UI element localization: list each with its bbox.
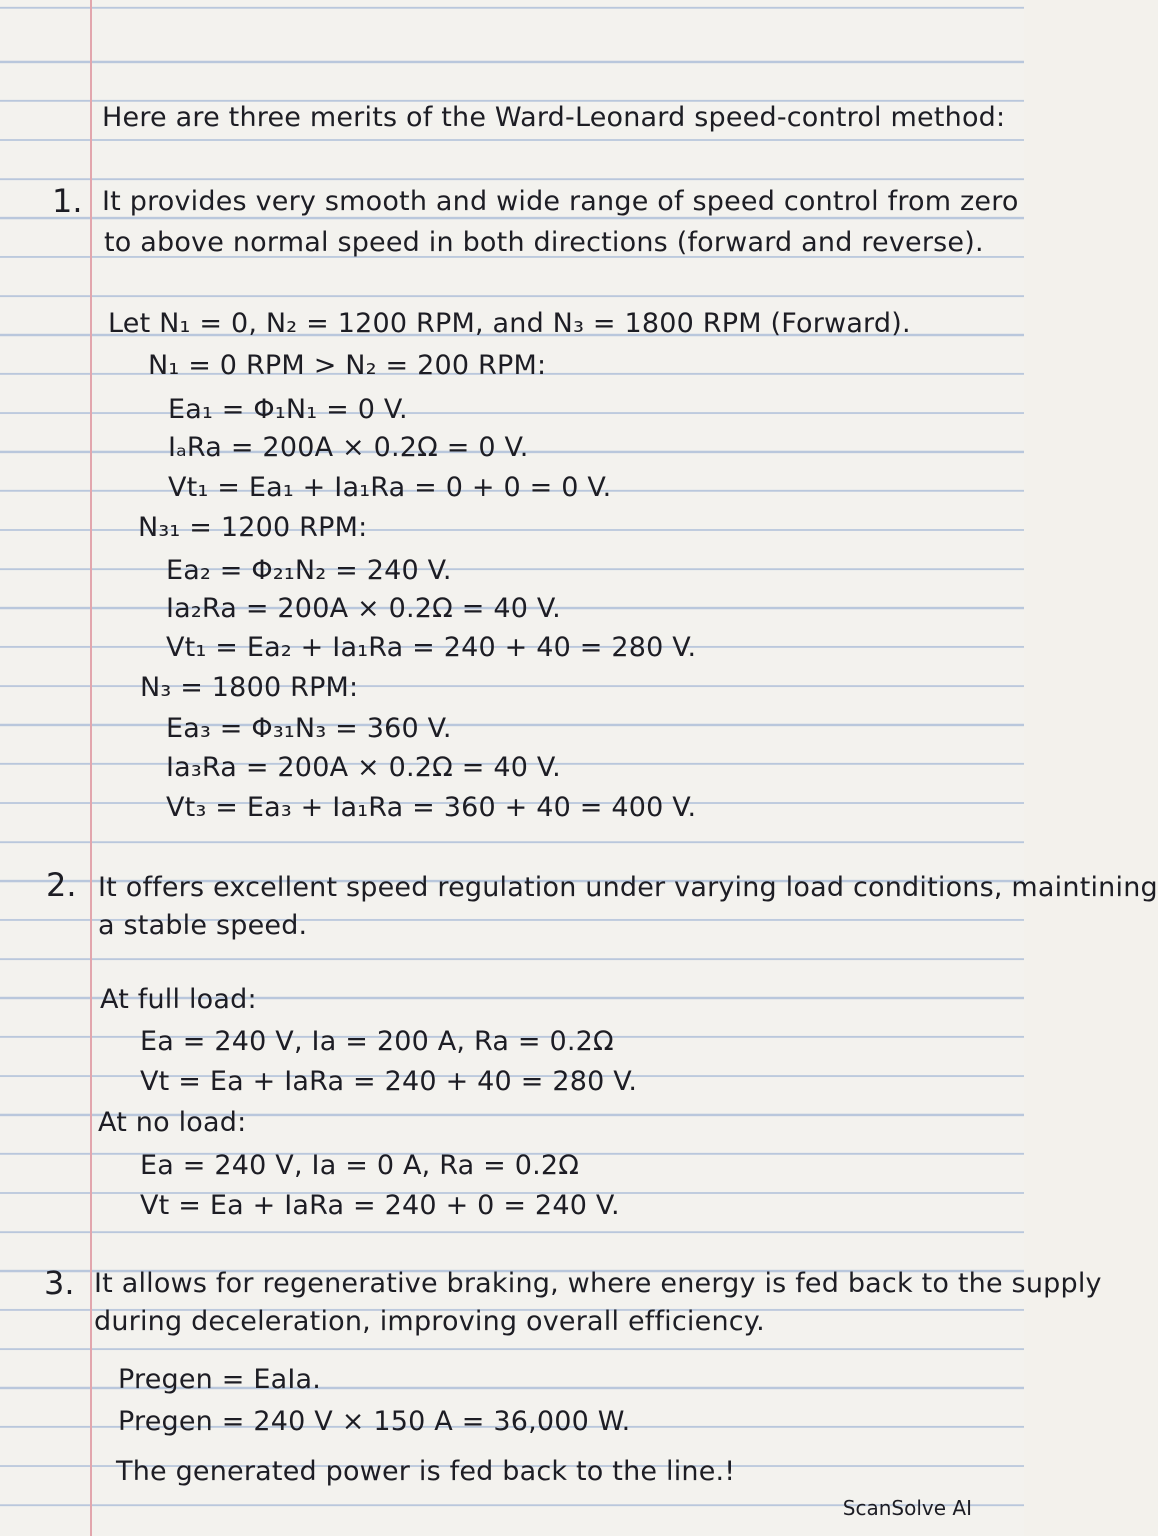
merit-2-text-line2: a stable speed. — [98, 910, 308, 941]
merit-3-eq: The generated power is fed back to the line.! — [116, 1456, 736, 1487]
merit-1-eq: Ia₂Ra = 200A × 0.2Ω = 40 V. — [166, 593, 561, 624]
margin-line — [90, 0, 92, 1536]
merit-1-eq: N₁ = 0 RPM > N₂ = 200 RPM: — [148, 350, 547, 381]
merit-1-eq: IₐRa = 200A × 0.2Ω = 0 V. — [168, 432, 529, 463]
merit-2-eq: Ea = 240 V, Ia = 200 A, Ra = 0.2Ω — [140, 1026, 614, 1057]
intro-text: Here are three merits of the Ward-Leonard speed-control method: — [102, 102, 1006, 133]
merit-1-eq: N₃ = 1800 RPM: — [140, 672, 359, 703]
merit-1-text-line1: It provides very smooth and wide range of speed control from zero — [102, 186, 1019, 217]
merit-1-eq: Ea₁ = Φ₁N₁ = 0 V. — [168, 394, 408, 425]
merit-1-number: 1. — [52, 182, 83, 220]
merit-2-eq: At no load: — [98, 1107, 247, 1138]
merit-3-eq: Pregen = 240 V × 150 A = 36,000 W. — [118, 1406, 631, 1437]
merit-1-eq: Vt₁ = Ea₂ + Ia₁Ra = 240 + 40 = 280 V. — [166, 632, 697, 663]
merit-1-eq: Ia₃Ra = 200A × 0.2Ω = 40 V. — [166, 752, 561, 783]
merit-2-eq: At full load: — [100, 984, 257, 1015]
merit-3-text-line1: It allows for regenerative braking, where energy is fed back to the supply — [94, 1268, 1102, 1299]
merit-1-eq: Ea₃ = Φ₃₁N₃ = 360 V. — [166, 713, 452, 744]
merit-1-eq: Vt₁ = Ea₁ + Ia₁Ra = 0 + 0 = 0 V. — [168, 472, 612, 503]
merit-2-eq: Ea = 240 V, Ia = 0 A, Ra = 0.2Ω — [140, 1150, 580, 1181]
merit-3-number: 3. — [44, 1264, 75, 1302]
merit-1-eq: Let N₁ = 0, N₂ = 1200 RPM, and N₃ = 1800 RPM (Forward). — [108, 308, 911, 339]
merit-1-text-line2: to above normal speed in both directions (forward and reverse). — [104, 227, 984, 258]
merit-2-number: 2. — [46, 866, 77, 904]
brand-watermark: ScanSolve AI — [842, 1496, 972, 1520]
merit-1-eq: Ea₂ = Φ₂₁N₂ = 240 V. — [166, 555, 452, 586]
merit-1-eq: Vt₃ = Ea₃ + Ia₁Ra = 360 + 40 = 400 V. — [166, 792, 697, 823]
merit-2-text-line1: It offers excellent speed regulation under varying load conditions, maintining — [98, 872, 1158, 903]
merit-3-eq: Pregen = EaIa. — [118, 1364, 322, 1395]
merit-2-eq: Vt = Ea + IaRa = 240 + 0 = 240 V. — [140, 1190, 620, 1221]
merit-2-eq: Vt = Ea + IaRa = 240 + 40 = 280 V. — [140, 1066, 638, 1097]
merit-1-eq: N₃₁ = 1200 RPM: — [138, 512, 368, 543]
merit-3-text-line2: during deceleration, improving overall efficiency. — [94, 1306, 765, 1337]
